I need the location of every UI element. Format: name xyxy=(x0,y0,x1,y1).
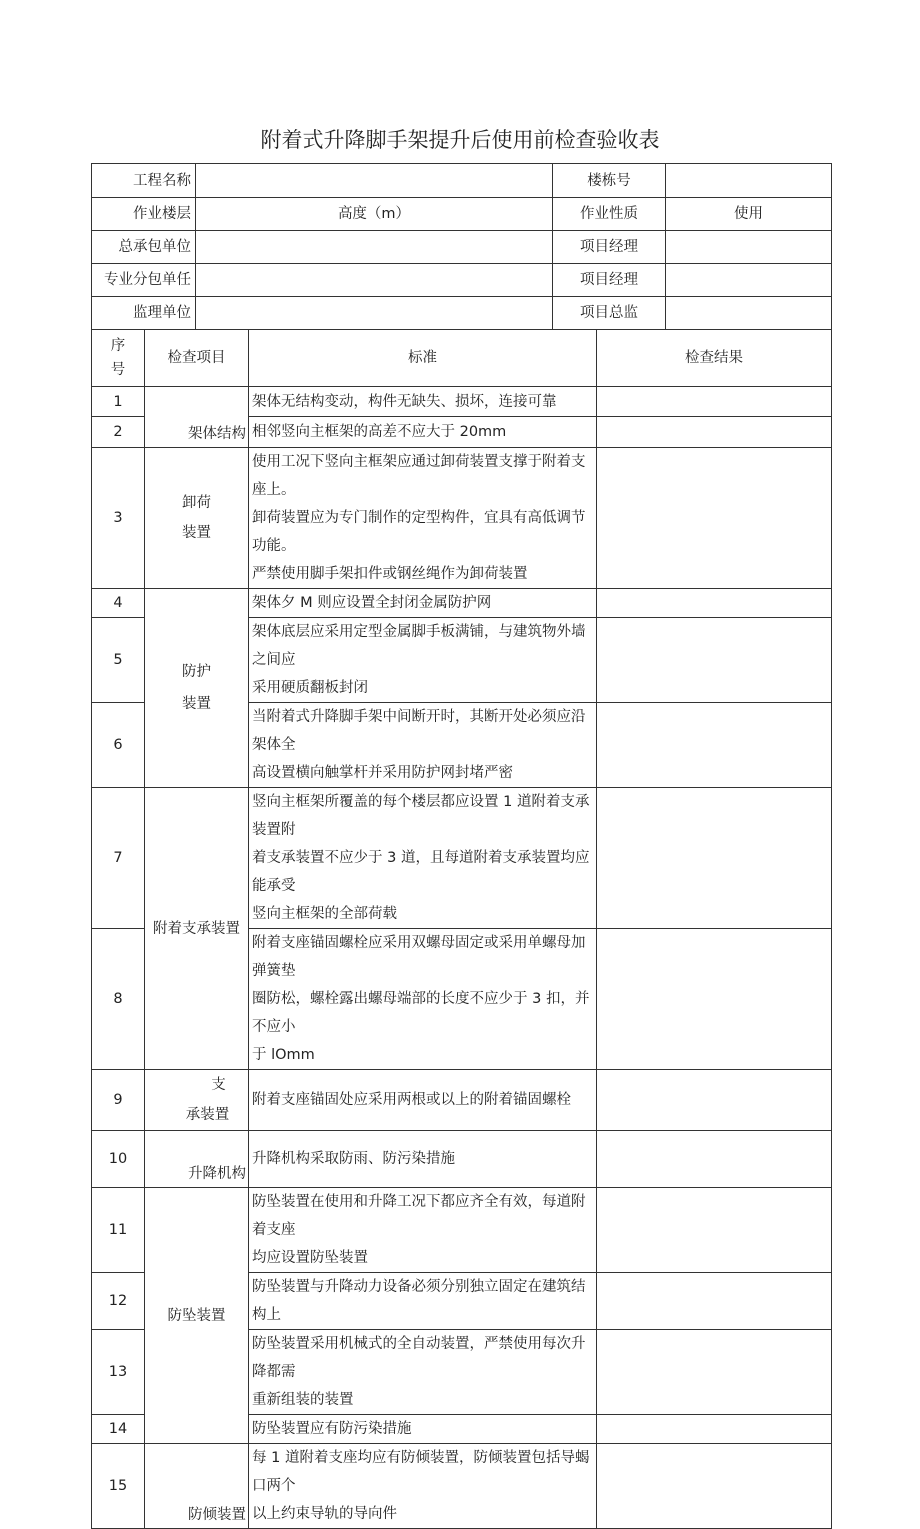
column-header-row xyxy=(92,330,832,387)
header-row-project xyxy=(92,164,832,198)
header-row-supervisor xyxy=(92,297,832,330)
col-result-header: 检查结果 xyxy=(597,330,832,387)
row-standard: 防坠装置应有防污染措施 xyxy=(249,1415,597,1444)
row-result[interactable] xyxy=(597,1330,832,1415)
general-contractor-label: 总承包单位 xyxy=(92,231,196,264)
row-result[interactable] xyxy=(597,1415,832,1444)
row-number: 11 xyxy=(92,1188,145,1273)
row-number: 6 xyxy=(92,703,145,788)
row-result[interactable] xyxy=(597,618,832,703)
group-support2-line1: 支 xyxy=(211,1077,226,1093)
col-seq-line1: 序 xyxy=(110,338,126,354)
group-protect xyxy=(145,589,249,788)
row-result[interactable] xyxy=(597,589,832,618)
building-no-label: 楼栋号 xyxy=(553,164,666,198)
row-result[interactable] xyxy=(597,1273,832,1330)
group-frame: 架体结构 xyxy=(145,387,249,448)
general-contractor-field[interactable] xyxy=(196,231,553,264)
supervisor-label: 监理单位 xyxy=(92,297,196,330)
row-standard: 竖向主框架所覆盖的每个楼层都应设置 1 道附着支承装置附 着支承装置不应少于 3 道，且每道附着支承装置均应能承受 竖向主框架的全部荷载 xyxy=(249,788,597,929)
sub-project-manager-field[interactable] xyxy=(666,264,832,297)
table-row xyxy=(92,1444,832,1529)
group-protect-line1: 防护 xyxy=(182,664,211,680)
subcontractor-field[interactable] xyxy=(196,264,553,297)
row-standard: 升降机构采取防雨、防污染措施 xyxy=(249,1131,597,1188)
table-row xyxy=(92,387,832,417)
row-standard: 当附着式升降脚手架中间断开时，其断开处必须应沿架体全 高设置横向触掌杆并采用防护网封堵严密 xyxy=(249,703,597,788)
project-name-field[interactable] xyxy=(196,164,553,198)
work-nature-value: 使用 xyxy=(666,198,832,231)
group-fall: 防坠装置 xyxy=(145,1188,249,1444)
building-no-field[interactable] xyxy=(666,164,832,198)
header-row-subcontractor xyxy=(92,264,832,297)
row-standard: 附着支座锚固处应采用两根或以上的附着锚固螺栓 xyxy=(249,1070,597,1131)
project-name-label: 工程名称 xyxy=(92,164,196,198)
project-manager-field[interactable] xyxy=(666,231,832,264)
group-tilt: 防倾装置 xyxy=(145,1444,249,1529)
row-number: 2 xyxy=(92,417,145,448)
row-standard: 防坠装置采用机械式的全自动装置，严禁使用每次升降都需 重新组装的装置 xyxy=(249,1330,597,1415)
row-result[interactable] xyxy=(597,387,832,417)
supervisor-field[interactable] xyxy=(196,297,553,330)
row-result[interactable] xyxy=(597,1070,832,1131)
row-result[interactable] xyxy=(597,1444,832,1529)
col-seq-header xyxy=(92,330,145,387)
row-standard: 架体夕 M 则应设置全封闭金属防护网 xyxy=(249,589,597,618)
row-number: 1 xyxy=(92,387,145,417)
row-standard: 每 1 道附着支座均应有防倾装置，防倾装置包括导蝎口两个 以上约束导轨的导向件 xyxy=(249,1444,597,1529)
row-number: 3 xyxy=(92,448,145,589)
sub-project-manager-label: 项目经理 xyxy=(553,264,666,297)
table-row xyxy=(92,1188,832,1273)
row-result[interactable] xyxy=(597,417,832,448)
table-row xyxy=(92,1070,832,1131)
col-seq-line2: 号 xyxy=(110,362,126,378)
group-support2 xyxy=(145,1070,249,1131)
row-number: 10 xyxy=(92,1131,145,1188)
table-row xyxy=(92,448,832,589)
row-result[interactable] xyxy=(597,1188,832,1273)
inspection-table xyxy=(91,163,832,1529)
group-unload-line2: 装置 xyxy=(182,525,211,541)
row-number: 9 xyxy=(92,1070,145,1131)
group-unload-line1: 卸荷 xyxy=(182,495,211,511)
row-number: 13 xyxy=(92,1330,145,1415)
col-standard-header: 标准 xyxy=(249,330,597,387)
table-row xyxy=(92,589,832,618)
row-result[interactable] xyxy=(597,788,832,929)
floor-label: 作业楼层 xyxy=(92,198,196,231)
row-number: 7 xyxy=(92,788,145,929)
chief-supervisor-label: 项目总监 xyxy=(553,297,666,330)
group-support: 附着支承装置 xyxy=(145,788,249,1070)
row-result[interactable] xyxy=(597,1131,832,1188)
row-standard: 附着支座锚固螺栓应采用双螺母固定或采用单螺母加弹簧垫 圈防松，螺栓露出螺母端部的长度不应少于 3 扣，并不应小 于 lOmm xyxy=(249,929,597,1070)
row-standard: 架体无结构变动，构件无缺失、损坏，连接可靠 xyxy=(249,387,597,417)
row-number: 8 xyxy=(92,929,145,1070)
group-unload xyxy=(145,448,249,589)
project-manager-label: 项目经理 xyxy=(553,231,666,264)
row-standard: 防坠装置与升降动力设备必须分别独立固定在建筑结构上 xyxy=(249,1273,597,1330)
table-row xyxy=(92,1131,832,1188)
page-title: 附着式升降脚手架提升后使用前检查验收表 xyxy=(260,128,660,152)
work-nature-label: 作业性质 xyxy=(553,198,666,231)
row-number: 4 xyxy=(92,589,145,618)
row-standard: 使用工况下竖向主框架应通过卸荷装置支撑于附着支座上。 卸荷装置应为专门制作的定型构件，宜具有高低调节功能。 严禁使用脚手架扣件或钢丝绳作为卸荷装置 xyxy=(249,448,597,589)
row-standard: 架体底层应采用定型金属脚手板满铺，与建筑物外墙之间应 采用硬质翻板封闭 xyxy=(249,618,597,703)
group-lift: 升降机构 xyxy=(145,1131,249,1188)
group-support2-line2: 承装置 xyxy=(185,1107,230,1123)
row-result[interactable] xyxy=(597,448,832,589)
height-label: 高度（m） xyxy=(196,198,553,231)
row-standard: 相邻竖向主框架的高差不应大于 20mm xyxy=(249,417,597,448)
subcontractor-label: 专业分包单任 xyxy=(92,264,196,297)
chief-supervisor-field[interactable] xyxy=(666,297,832,330)
group-protect-line2: 装置 xyxy=(182,696,211,712)
row-number: 5 xyxy=(92,618,145,703)
row-standard: 防坠装置在使用和升降工况下都应齐全有效，每道附着支座 均应设置防坠装置 xyxy=(249,1188,597,1273)
header-row-floor xyxy=(92,198,832,231)
row-result[interactable] xyxy=(597,929,832,1070)
row-number: 15 xyxy=(92,1444,145,1529)
table-row xyxy=(92,788,832,929)
header-row-contractor xyxy=(92,231,832,264)
col-item-header: 检查项目 xyxy=(145,330,249,387)
row-number: 14 xyxy=(92,1415,145,1444)
row-result[interactable] xyxy=(597,703,832,788)
row-number: 12 xyxy=(92,1273,145,1330)
